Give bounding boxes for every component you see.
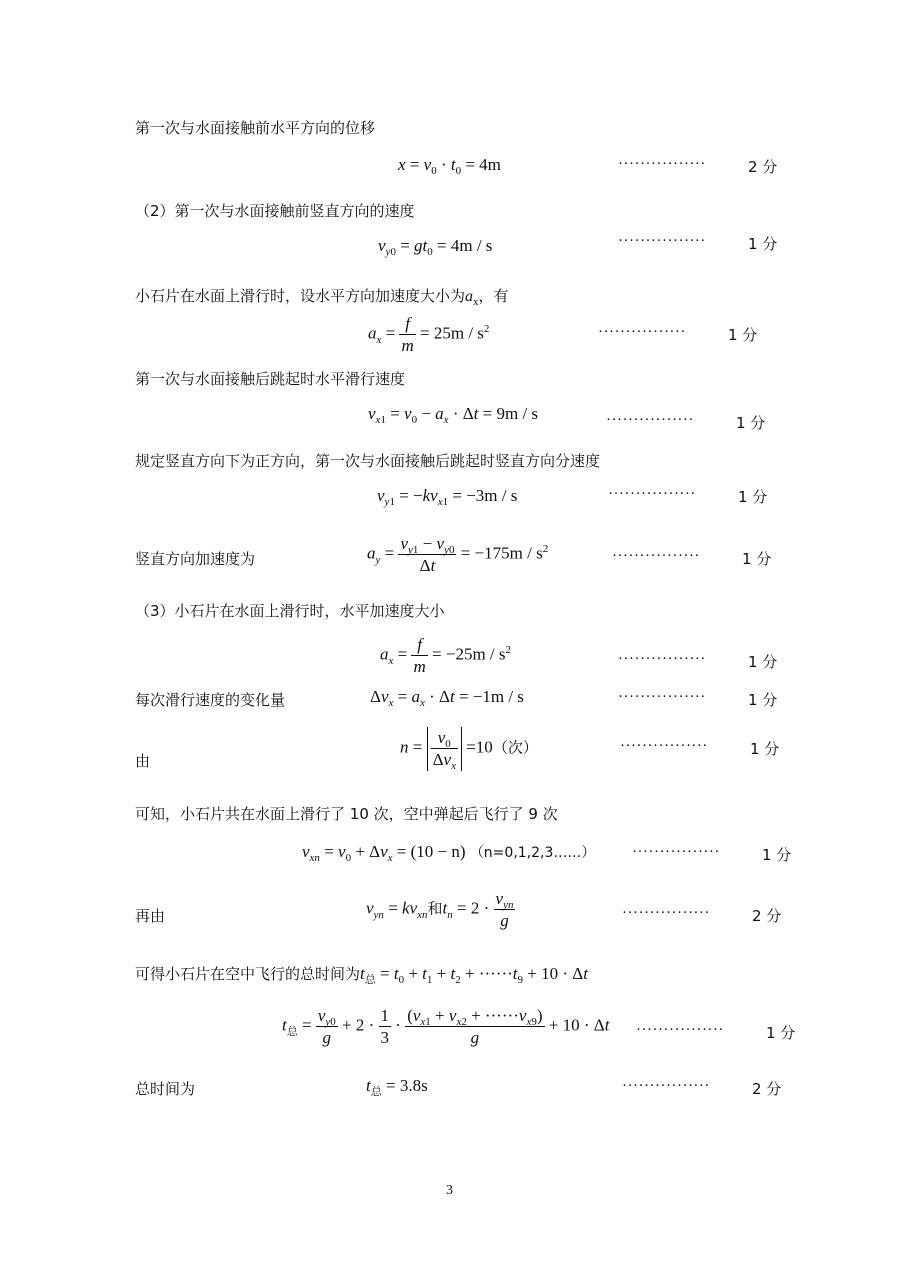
score-10: 1 分: [762, 846, 792, 864]
score-dots: ················: [618, 651, 706, 667]
score-dots: ················: [618, 156, 706, 172]
score-dots: ················: [622, 1078, 710, 1094]
score-dots: ················: [608, 486, 696, 502]
line-total-flight-time-label: 可得小石片在空中飞行的总时间为$t_总 = t_0 + t_1 + t_2 + \cdot\cdot\cdot\cdot\cdot\cdot t_9 + 10 \cdot \Delta t$: [135, 964, 588, 986]
page-number: 3: [446, 1183, 453, 1198]
score-4: 1 分: [736, 414, 766, 432]
line-total-time-label: 总时间为: [135, 1080, 196, 1098]
equation-slide-velocity: $v_{x1} = v_0 - a_x \cdot \Delta t = 9m / s$: [368, 404, 539, 426]
eq9-rhs: =10: [466, 737, 493, 757]
l3-var: a: [465, 288, 474, 305]
score-3: 1 分: [728, 326, 758, 344]
score-2: 1 分: [748, 235, 778, 253]
eq10-rhs: (10 − n): [410, 842, 466, 861]
eq8-rhs: = −1m / s: [458, 687, 524, 706]
line-from-label: 由: [135, 752, 151, 770]
equation-horizontal-acceleration: $a_x$ = $\frac{f}{m}$ = $25m / s^2$: [368, 314, 490, 356]
t-total-sub: 总: [364, 974, 376, 986]
eq4-rhs: = 9m / s: [482, 404, 539, 423]
t-total-sub-2: 总: [286, 1025, 298, 1038]
equation-vertical-component: $v_{y1} = -kv_{x1} = -3m / s$: [377, 486, 518, 508]
equation-flight-time: $v_{yn} = kv_{xn}$和$t_n = 2$ · $\frac{v_{yn}}{g}$: [366, 889, 514, 931]
equation-velocity-sequence: $v_{xn} = v_0 + \Delta v_x = (10 - n)$ （n=0,1,2,3……）: [302, 842, 596, 864]
l3-var-sub: x: [473, 296, 479, 308]
l3-end: ，有: [478, 287, 509, 305]
equation-vertical-velocity: $v_{y0} = gt_0 = 4m / s$: [378, 236, 493, 258]
eq7-rhs: = −25m / s: [432, 644, 506, 664]
eq6-rhs: = −175m / s: [460, 543, 543, 563]
line-again-from-label: 再由: [135, 907, 166, 925]
score-9: 1 分: [750, 740, 780, 758]
score-dots: ················: [618, 689, 706, 705]
line-direction-convention: 规定竖直方向下为正方向，第一次与水面接触后跳起时竖直方向分速度: [135, 452, 601, 470]
equation-vertical-acceleration: $a_y$ = $\frac{v_{y1} - v_{y0}}{\Delta t}$ = $-175m / s^2$: [367, 534, 549, 576]
eq3-rhs: = 25m / s: [420, 323, 484, 343]
line-velocity-change-label: 每次滑行速度的变化量: [135, 691, 286, 709]
equation-count: n = $\frac{v_0}{\Delta v_x}$ =10（次）: [400, 728, 538, 773]
eq5-rhs: = −3m / s: [452, 486, 518, 505]
score-dots: ················: [598, 324, 686, 340]
score-13: 2 分: [752, 1080, 782, 1098]
score-dots: ················: [622, 905, 710, 921]
equation-total-time: $t_总$ = $\frac{v_{y0}}{g}$ + 2 · $\frac{1}{3}$ · $\frac{(v_{x1} + v_{x2} + \cdot\cdot\cdot\cdot\cdot\cdot v_{x9})}{g}$ + 10 · Δt: [282, 1006, 610, 1048]
equation-displacement: $x = v_0 \cdot t_0 = 4m$: [398, 155, 501, 177]
line-conclusion: 可知，小石片共在水面上滑行了 10 次，空中弹起后飞行了 9 次: [135, 805, 558, 823]
score-11: 2 分: [752, 907, 782, 925]
equation-total-result: $t_总 = 3.8s$: [366, 1076, 428, 1098]
score-6: 1 分: [742, 550, 772, 568]
score-dots: ················: [606, 412, 694, 428]
score-dots: ················: [632, 844, 720, 860]
l3-text: 小石片在水面上滑行时，设水平方向加速度大小为: [135, 287, 466, 305]
eq11-mid: 和: [427, 899, 443, 918]
score-1: 2 分: [748, 158, 778, 176]
eq10-tail: （n=0,1,2,3……）: [469, 845, 596, 861]
eq2-rhs: = 4m / s: [437, 236, 493, 255]
score-8: 1 分: [748, 691, 778, 709]
score-dots: ················: [612, 548, 700, 564]
eq13-rhs: = 3.8s: [385, 1076, 428, 1095]
t-total-sub-3: 总: [370, 1086, 382, 1098]
line-vertical-acceleration-label: 竖直方向加速度为: [135, 550, 256, 568]
score-dots: ················: [636, 1022, 724, 1038]
line-vertical-velocity-label: （2）第一次与水面接触前竖直方向的速度: [135, 202, 415, 220]
line-horizontal-displacement-label: 第一次与水面接触前水平方向的位移: [135, 119, 376, 137]
score-7: 1 分: [748, 653, 778, 671]
line-acceleration-label: [135, 285, 509, 306]
equation-velocity-change: $\Delta v_x = a_x \cdot \Delta t = -1m / s$: [370, 687, 524, 709]
line-horizontal-slide-velocity-label: 第一次与水面接触后跳起时水平滑行速度: [135, 370, 406, 388]
eq9-tail: （次）: [492, 738, 538, 757]
equation-horizontal-acceleration-2: $a_x$ = $\frac{f}{m}$ = $-25m / s^2$: [380, 635, 512, 677]
line-part3-label: （3）小石片在水面上滑行时，水平加速度大小: [135, 602, 445, 620]
score-5: 1 分: [738, 488, 768, 506]
eq1-rhs: = 4m: [465, 155, 501, 174]
score-dots: ················: [620, 738, 708, 754]
score-12: 1 分: [766, 1024, 796, 1042]
l12-text: 可得小石片在空中飞行的总时间为: [135, 965, 361, 983]
score-dots: ················: [618, 233, 706, 249]
